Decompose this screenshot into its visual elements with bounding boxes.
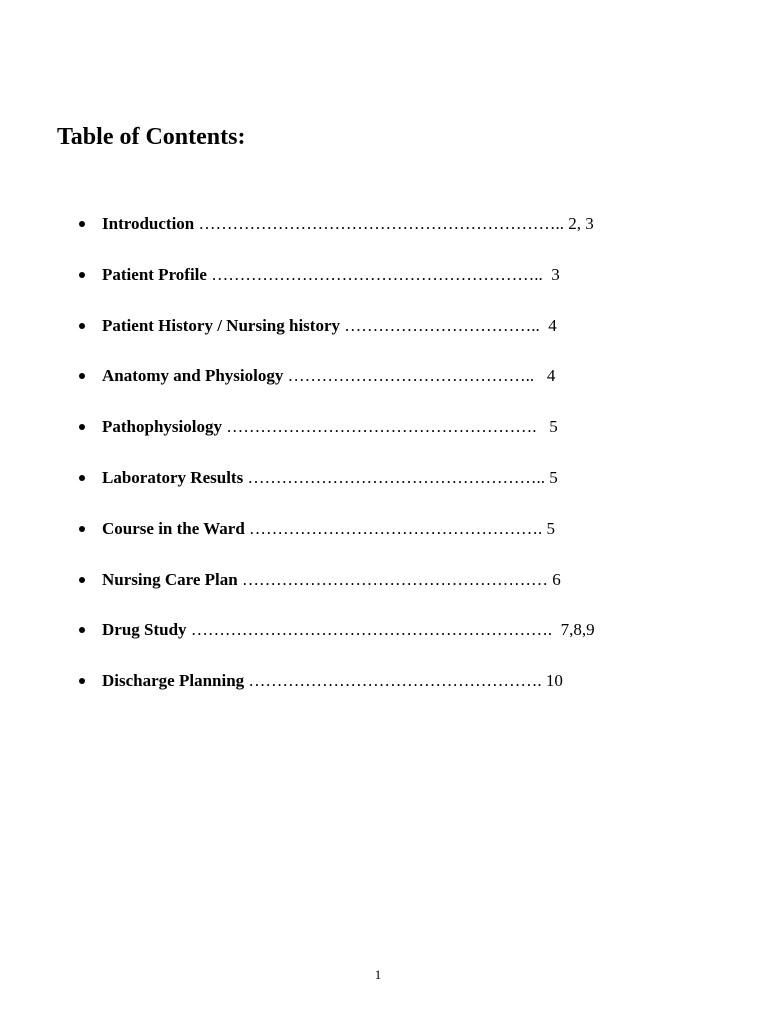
toc-entry-label: Laboratory Results	[102, 467, 244, 487]
bullet-icon	[79, 627, 85, 633]
toc-entry-label: Course in the Ward	[102, 518, 245, 538]
footer-page-number: 1	[374, 967, 382, 982]
bullet-icon	[79, 323, 85, 329]
bullet-icon	[79, 678, 85, 684]
toc-dot-leader: ………………………………………………	[237, 569, 548, 589]
toc-entry-label: Introduction	[102, 214, 195, 233]
toc-entry-page: 6	[547, 569, 561, 589]
toc-entry-page: 5	[542, 518, 556, 538]
toc-entry-line	[102, 413, 558, 441]
toc-dot-leader: ……………………………………………….	[221, 417, 537, 437]
toc-entry-line	[102, 312, 557, 340]
toc-entry-page: 10	[541, 671, 563, 691]
bullet-icon	[79, 424, 85, 430]
bullet-icon	[79, 272, 85, 278]
bullet-icon	[79, 373, 85, 379]
bullet-icon	[79, 221, 85, 227]
toc-dot-leader: ……………………………..	[340, 315, 540, 335]
toc-entry-line	[102, 616, 595, 644]
toc-entry-line	[102, 515, 555, 543]
bullet-icon	[79, 577, 85, 583]
toc-dot-leader: ………………………………………………………..	[194, 214, 565, 233]
toc-dot-leader: …………………………………………………..	[206, 264, 543, 284]
toc-dot-leader: …………………………………………….	[244, 518, 543, 538]
toc-entry-page: 4	[534, 366, 556, 386]
toc-entry-line	[102, 362, 555, 390]
toc-entry-label: Discharge Planning	[102, 671, 245, 691]
toc-entry-page: 5	[536, 417, 558, 437]
toc-dot-leader: ……………………………………..	[283, 366, 535, 386]
toc-entry-line	[102, 210, 594, 238]
toc-entry-page: 4	[539, 315, 557, 335]
toc-entry-line	[102, 464, 558, 492]
toc-entry-label: Nursing Care Plan	[102, 569, 238, 589]
toc-entry-label: Patient History / Nursing history	[102, 315, 340, 335]
toc-dot-leader: ……………………………………………..	[243, 467, 545, 487]
bullet-icon	[79, 526, 85, 532]
toc-entry-label: Pathophysiology	[102, 417, 222, 437]
toc-entry-line	[102, 667, 563, 695]
toc-entry-page: 7,8,9	[552, 620, 595, 640]
toc-entry-line	[102, 566, 561, 594]
toc-dot-leader: …………………………………………….	[244, 671, 542, 691]
bullet-icon	[79, 475, 85, 481]
toc-entry-page: 2, 3	[564, 214, 594, 233]
toc-entry-label: Anatomy and Physiology	[102, 366, 284, 386]
toc-entry-label: Patient Profile	[102, 264, 207, 284]
toc-entry-page: 3	[542, 264, 560, 284]
toc-entry-line	[102, 261, 560, 289]
toc-entry-page: 5	[544, 467, 558, 487]
page-title: Table of Contents:	[57, 124, 246, 150]
toc-entry-label: Drug Study	[102, 620, 187, 640]
toc-dot-leader: ……………………………………………………….	[186, 620, 553, 640]
